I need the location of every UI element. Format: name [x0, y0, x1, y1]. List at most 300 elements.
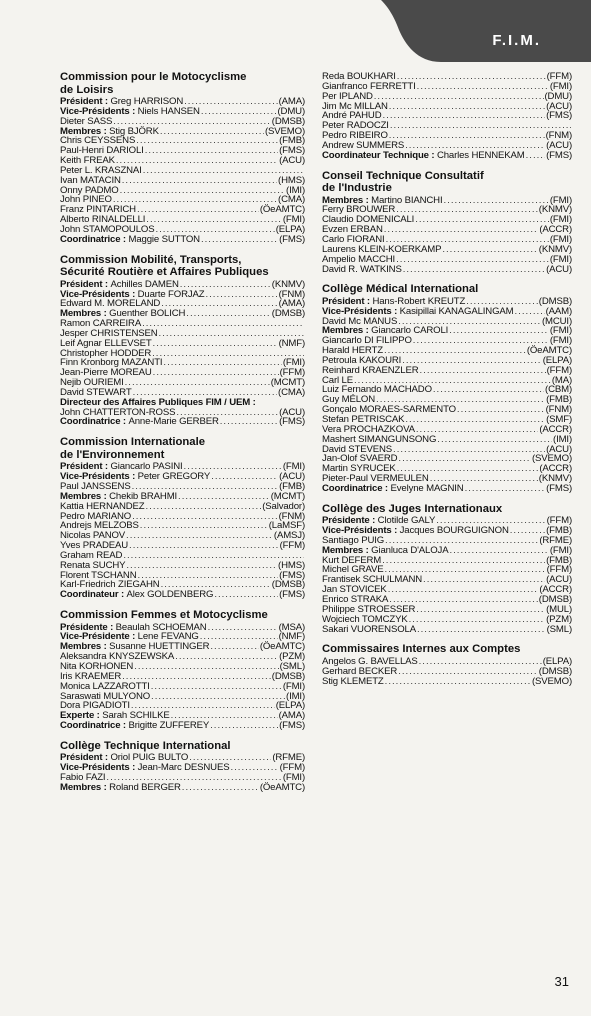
- member-role: Coordinatrice :: [322, 482, 391, 494]
- member-name: Jacques BOURGUIGNON: [399, 525, 509, 537]
- member-name: Achilles DAMEN: [110, 278, 179, 290]
- member-federation: (FMS): [279, 720, 305, 732]
- member-name: Gonçalo MORAES-SARMENTO: [322, 404, 456, 416]
- member-federation: (LaMSF): [268, 520, 305, 532]
- header-tab: [381, 0, 591, 62]
- dot-leader: [160, 127, 264, 137]
- member-federation: (DMSB): [271, 670, 305, 682]
- member-federation: (CMA): [278, 386, 305, 398]
- member-federation: (ACU): [279, 155, 305, 167]
- dot-leader: [397, 72, 546, 82]
- member-name: Luiz Fernando MACHADO: [322, 384, 432, 396]
- member-name: Nejib OURIEMI: [60, 377, 124, 389]
- member-federation: (ELPA): [542, 655, 572, 667]
- member-federation: (ACU): [546, 139, 572, 151]
- dot-leader: [126, 531, 273, 541]
- member-name: Ferry BROUWER: [322, 204, 396, 216]
- member-federation: (FMB): [546, 525, 572, 537]
- member-federation: (DMSB): [271, 115, 305, 127]
- member-federation: (SVEMO): [532, 675, 572, 687]
- member-role: Vice-Présidents :: [322, 525, 400, 537]
- dot-leader: [390, 121, 571, 131]
- member-role: Membres :: [60, 641, 110, 653]
- dot-leader: [457, 405, 545, 415]
- dot-leader: [201, 107, 277, 117]
- member-name: Andrejs MELZOBS: [60, 520, 139, 532]
- member-name: Guy MÉLON: [322, 394, 376, 406]
- member-federation: (ÖeAMTC): [259, 641, 305, 653]
- member-role: Membres :: [322, 544, 372, 556]
- member-federation: (FFM): [279, 367, 305, 379]
- section-heading: Commission pour le Motocyclisme: [60, 71, 247, 83]
- section-heading: Conseil Technique Consultatif: [322, 169, 484, 182]
- member-row: [322, 625, 572, 635]
- member-name: Laurens KLEIN-KOERKAMP: [322, 243, 442, 255]
- dot-leader: [382, 556, 545, 566]
- member-federation: (FMI): [549, 544, 572, 556]
- member-federation: (NMF): [278, 337, 305, 349]
- member-federation: (MCMT): [270, 377, 305, 389]
- committee-section: [60, 72, 305, 245]
- dot-leader: [515, 307, 545, 317]
- member-name: Philippe STROESSER: [322, 603, 416, 615]
- member-role: Coordinateur :: [60, 589, 127, 601]
- dot-leader: [153, 368, 279, 378]
- member-federation: (ACU): [546, 443, 572, 455]
- member-role: Membres :: [60, 308, 110, 320]
- dot-leader: [396, 255, 549, 265]
- dot-leader: [415, 215, 549, 225]
- member-row: [322, 677, 572, 687]
- section-heading: Commissaires Internes aux Comptes: [322, 643, 521, 656]
- member-federation: (FMS): [279, 569, 305, 581]
- member-name: David Mc MANUS: [322, 315, 398, 327]
- member-name: Florent TSCHANN: [60, 569, 137, 581]
- dot-leader: [146, 215, 282, 225]
- member-name: Giancarlo PASINI: [110, 461, 183, 473]
- member-name: Niels HANSEN: [137, 105, 200, 117]
- dot-leader: [145, 146, 278, 156]
- member-federation: (FMS): [546, 482, 572, 494]
- member-federation: (FMB): [279, 481, 305, 492]
- member-federation: (ELPA): [275, 700, 305, 712]
- member-name: Karl-Friedrich ZIEGAHN: [60, 579, 160, 591]
- member-role: Vice-Présidents :: [322, 305, 400, 317]
- member-role: Présidente :: [322, 515, 378, 527]
- dot-leader: [178, 492, 270, 502]
- member-federation: (ÖeAMTC): [259, 781, 305, 793]
- committee-section: [322, 171, 572, 275]
- member-name: Yves PRADEAU: [60, 540, 129, 552]
- member-name: John STAMOPOULOS: [60, 223, 155, 235]
- member-federation: (MCUI): [541, 315, 572, 327]
- member-federation: (KNMV): [538, 243, 572, 255]
- member-entry: [60, 783, 181, 793]
- member-federation: (FMI): [549, 194, 572, 206]
- member-name: Keith FREAK: [60, 155, 115, 167]
- member-federation: (PZM): [546, 613, 572, 625]
- member-name: Reda BOUKHARI: [322, 71, 396, 82]
- member-entry: [60, 721, 209, 731]
- member-federation: (ELPA): [275, 223, 305, 235]
- member-federation: (MA): [551, 374, 572, 386]
- member-name: Christopher HODDER: [60, 347, 152, 359]
- member-name: Peter L. KRASZNAI: [60, 164, 142, 176]
- member-name: Brigitte ZUFFEREY: [128, 720, 210, 732]
- member-name: Greg HARRISON: [110, 96, 184, 107]
- member-name: Giancarlo DI FILIPPO: [322, 335, 412, 347]
- section-heading: Commission Femmes et Motocyclisme: [60, 609, 268, 622]
- member-federation: (FMB): [279, 135, 305, 147]
- member-role: Experte :: [60, 710, 103, 722]
- member-name: Charles HENNEKAM: [436, 149, 525, 161]
- member-federation: (ÖeAMTC): [526, 345, 572, 357]
- dot-leader: [205, 290, 277, 300]
- member-federation: (ACCR): [539, 224, 572, 236]
- member-name: Hans-Robert KREUTZ: [372, 295, 466, 307]
- member-federation: (PZM): [279, 651, 305, 663]
- member-role: Président :: [60, 752, 111, 764]
- member-federation: (FMB): [546, 554, 572, 566]
- member-federation: (MCMT): [270, 490, 305, 502]
- member-role: Vice-Présidente :: [60, 631, 138, 643]
- dot-leader: [433, 385, 544, 395]
- committee-section: [60, 610, 305, 731]
- member-federation: (IMI): [286, 184, 305, 196]
- member-name: Peter GREGORY: [137, 471, 211, 483]
- member-name: Carl LE: [322, 374, 353, 386]
- member-name: Santiago PUIG: [322, 534, 385, 546]
- member-federation: (FMS): [279, 416, 305, 428]
- member-federation: (FMI): [282, 461, 305, 473]
- member-name: Mashert SIMANGUNSONG: [322, 433, 437, 445]
- dot-leader: [388, 585, 539, 595]
- member-row: [322, 151, 572, 161]
- member-federation: (NMF): [278, 631, 305, 643]
- member-name: Renata SUCHY: [60, 559, 126, 571]
- committee-section: [322, 284, 572, 493]
- section-heading: Sécurité Routière et Affaires Publiques: [60, 266, 269, 279]
- dot-leader: [416, 605, 545, 615]
- member-federation: (ELPA): [542, 354, 572, 366]
- member-federation: (ACU): [546, 263, 572, 275]
- member-name: Kurt DEFERM: [322, 554, 382, 566]
- member-federation: (DMSB): [538, 665, 572, 677]
- dot-leader: [175, 652, 278, 662]
- member-name: Peter RADOCZI: [322, 120, 389, 132]
- member-federation: (MUL): [546, 603, 572, 615]
- member-name: Graham READ: [60, 549, 123, 561]
- member-federation: (ACCR): [539, 423, 572, 435]
- member-name: Evzen ERBAN: [322, 224, 383, 236]
- header-tab-shape: [381, 0, 591, 62]
- member-federation: (FFM): [546, 564, 572, 576]
- member-federation: (SML): [279, 661, 305, 672]
- member-federation: (FMS): [546, 110, 572, 122]
- member-name: Oriol PUIG BULTO: [110, 752, 189, 764]
- dot-leader: [140, 521, 268, 531]
- member-name: Sakari VUORENSOLA: [322, 623, 416, 635]
- member-role: Président :: [60, 461, 111, 473]
- dot-leader: [134, 662, 278, 672]
- member-federation: (FNM): [278, 288, 305, 300]
- member-entry: [322, 625, 416, 635]
- member-federation: (FMS): [279, 145, 305, 157]
- member-federation: (CMA): [278, 194, 305, 206]
- member-name: Saraswati MULYONO: [60, 690, 151, 702]
- member-name: David STEWART: [60, 386, 132, 398]
- dot-leader: [465, 484, 546, 494]
- committee-section: [60, 255, 305, 428]
- right-column: [322, 72, 572, 696]
- section-heading: de l'Environnement: [60, 448, 165, 461]
- member-name: Carlo FIORANI: [322, 233, 385, 245]
- dot-leader: [402, 356, 542, 366]
- dot-leader: [201, 235, 278, 245]
- member-federation: (FMI): [549, 80, 572, 92]
- member-federation: (SVEMO): [265, 125, 305, 137]
- member-role: Vice-Présidents :: [60, 105, 138, 117]
- member-role: Vice-Présidents :: [60, 762, 138, 774]
- dot-leader: [442, 245, 537, 255]
- dot-leader: [403, 265, 545, 275]
- dot-leader: [384, 346, 526, 356]
- member-federation: (DMU): [544, 90, 572, 102]
- member-federation: (ACU): [546, 574, 572, 586]
- member-row: [322, 366, 572, 376]
- dot-leader: [123, 551, 304, 561]
- dot-leader: [113, 195, 277, 205]
- member-federation: (FNM): [545, 404, 572, 416]
- member-federation: (FMI): [549, 214, 572, 226]
- section-heading: Collège Médical International: [322, 283, 479, 296]
- dot-leader: [393, 445, 545, 455]
- dot-leader: [210, 642, 258, 652]
- member-name: Pieter-Paul VERMEULEN: [322, 473, 429, 485]
- member-federation: (ACCR): [539, 463, 572, 475]
- member-name: Ramon CARREIRA: [60, 318, 142, 330]
- member-row: [60, 417, 305, 427]
- member-name: Finn Kronborg MAZANTI: [60, 357, 163, 369]
- member-role: Membres :: [60, 125, 110, 137]
- dot-leader: [449, 546, 548, 556]
- member-federation: (SML): [546, 623, 572, 635]
- member-federation: (AMA): [278, 96, 305, 107]
- member-name: Nicolas PANOV: [60, 530, 126, 542]
- committee-section: [322, 504, 572, 635]
- member-federation: (KNMV): [538, 473, 572, 485]
- member-name: Roland BERGER: [109, 781, 181, 793]
- dot-leader: [419, 366, 545, 376]
- member-federation: (FMI): [282, 214, 305, 226]
- member-federation: (SVEMO): [532, 453, 572, 465]
- member-name: Guenther BOLICH: [109, 308, 186, 320]
- member-name: Chekib BRAHMI: [109, 490, 178, 502]
- section-heading: Commission Mobilité, Transports,: [60, 253, 242, 266]
- member-name: David STEVENS: [322, 443, 393, 455]
- section-heading: Collège des Juges Internationaux: [322, 502, 503, 515]
- dot-leader: [417, 625, 546, 635]
- member-name: Ampelio MACCHI: [322, 253, 396, 265]
- member-federation: (FMS): [279, 589, 305, 601]
- member-federation: (ÖeAMTC): [259, 204, 305, 216]
- member-federation: (FMI): [549, 325, 572, 337]
- dot-leader: [389, 131, 545, 141]
- member-name: Aleksandra KNYSZEWSKA: [60, 651, 175, 663]
- dot-leader: [419, 657, 542, 667]
- member-role: Président :: [60, 96, 111, 107]
- member-name: Kasipillai KANAGALINGAM: [399, 305, 514, 317]
- dot-leader: [389, 102, 545, 112]
- member-name: Lene FEVANG: [137, 631, 199, 643]
- member-name: Jan-Olof SVAERD: [322, 453, 398, 465]
- member-federation: (CBM): [545, 384, 572, 396]
- dot-leader: [396, 205, 538, 215]
- member-role: Présidente :: [60, 621, 116, 633]
- member-federation: (IMI): [553, 433, 572, 445]
- member-entry: [322, 265, 402, 275]
- dot-leader: [526, 151, 545, 161]
- member-name: Paul-Henri DARIOLI: [60, 145, 144, 157]
- dot-leader: [374, 92, 544, 102]
- member-federation: (RFME): [272, 752, 305, 764]
- member-name: Leif Agnar ELLEVSET: [60, 337, 152, 349]
- member-federation: (FNM): [278, 510, 305, 522]
- member-federation: (FMS): [279, 233, 305, 245]
- dot-leader: [120, 186, 285, 196]
- dot-leader: [405, 415, 545, 425]
- member-name: Alex GOLDENBERG: [126, 589, 214, 601]
- dot-leader: [443, 196, 548, 206]
- member-federation: (FMI): [282, 357, 305, 369]
- member-federation: (ACCR): [539, 584, 572, 596]
- member-name: Monica LAZZAROTTI: [60, 680, 150, 692]
- member-name: Ivan MATACIN: [60, 174, 121, 186]
- member-name: André PAHUD: [322, 110, 382, 122]
- member-name: Jean-Marc DESNUES: [137, 762, 230, 774]
- member-entry: [322, 151, 525, 161]
- member-entry: [322, 677, 384, 687]
- member-name: Harald HERTZ: [322, 345, 383, 357]
- dot-leader: [151, 692, 285, 702]
- committee-section: [60, 741, 305, 793]
- member-name: Enrico STRAKA: [322, 593, 389, 605]
- member-name: Frantisek SCHULMANN: [322, 574, 423, 586]
- member-federation: (FMI): [549, 335, 572, 347]
- member-name: Pedro RIBEIRO: [322, 130, 388, 142]
- section-heading: de l'Industrie: [322, 182, 392, 195]
- member-role: Président :: [322, 295, 373, 307]
- member-role: Vice-Présidents :: [60, 288, 138, 300]
- member-federation: (FFM): [279, 540, 305, 552]
- dot-leader: [423, 575, 545, 585]
- member-name: Onny PADMO: [60, 184, 119, 196]
- member-role: Directeur des Affaires Publiques FIM / UEM :: [60, 396, 256, 408]
- member-federation: (FFM): [546, 364, 572, 376]
- member-name: Pedro MARIANO: [60, 510, 132, 522]
- member-name: Paul JANSSENS: [60, 481, 131, 492]
- member-federation: (FMI): [549, 253, 572, 265]
- member-name: Evelyne MAGNIN: [390, 482, 464, 494]
- member-name: Jan STOVICEK: [322, 584, 387, 596]
- member-federation: (DMSB): [271, 579, 305, 591]
- committee-section: [60, 437, 305, 600]
- member-federation: (IMI): [286, 690, 305, 702]
- member-role: Membres :: [322, 194, 372, 206]
- section-heading: Collège Technique International: [60, 739, 231, 752]
- dot-leader: [146, 502, 262, 512]
- member-name: Fabio FAZI: [60, 772, 106, 784]
- member-federation: (FMB): [546, 394, 572, 406]
- member-name: Stefan PETRISCAK: [322, 413, 405, 425]
- member-name: John CHATTERTON-ROSS: [60, 406, 176, 418]
- member-role: Coordinateur Technique :: [322, 149, 437, 161]
- dot-leader: [409, 615, 546, 625]
- member-name: Iris KRAEMER: [60, 670, 122, 682]
- dot-leader: [210, 721, 278, 731]
- dot-leader: [398, 667, 538, 677]
- member-name: Susanne HUETTINGER: [109, 641, 210, 653]
- dot-leader: [417, 82, 549, 92]
- section-heading: Commission Internationale: [60, 436, 206, 449]
- dot-leader: [132, 512, 277, 522]
- member-name: Kattia HERNANDEZ: [60, 500, 145, 512]
- member-row: [60, 235, 305, 245]
- member-name: Martino BIANCHI: [371, 194, 443, 206]
- member-federation: (FMI): [282, 772, 305, 784]
- member-name: Michel GRAVE: [322, 564, 384, 576]
- left-column: [60, 72, 305, 803]
- member-federation: (FFM): [546, 71, 572, 82]
- dot-leader: [384, 225, 539, 235]
- member-role: Membres :: [322, 325, 372, 337]
- member-federation: (FMS): [546, 149, 572, 161]
- member-entry: [60, 590, 213, 600]
- member-federation: (AMA): [278, 710, 305, 722]
- member-name: Edward M. MORELAND: [60, 298, 161, 310]
- member-name: Jean-Pierre MOREAU: [60, 367, 152, 379]
- member-entry: [60, 417, 219, 427]
- dot-leader: [220, 417, 278, 427]
- dot-leader: [126, 561, 277, 571]
- dot-leader: [385, 677, 531, 687]
- member-name: Dieter SASS: [60, 115, 113, 127]
- member-federation: (FFM): [279, 762, 305, 774]
- member-federation: (HMS): [278, 174, 305, 186]
- member-name: Dora PIGADIOTI: [60, 700, 130, 712]
- dot-leader: [142, 319, 304, 329]
- member-row: [60, 721, 305, 731]
- member-name: Alberto RINALDELLI: [60, 214, 146, 226]
- member-federation: (ACU): [546, 100, 572, 112]
- dot-leader: [151, 682, 282, 692]
- member-federation: (RFME): [539, 534, 572, 546]
- dot-leader: [182, 783, 259, 793]
- member-federation: (DMU): [277, 105, 305, 117]
- member-role: Vice-Présidents :: [60, 471, 138, 483]
- member-federation: (KNMV): [271, 278, 305, 290]
- member-name: David R. WATKINS: [322, 263, 402, 275]
- member-row: [60, 783, 305, 793]
- dot-leader: [129, 541, 279, 551]
- member-federation: (Salvador): [262, 500, 305, 512]
- dot-leader: [163, 358, 281, 368]
- page-number: 31: [554, 974, 569, 989]
- member-federation: (FMI): [282, 680, 305, 692]
- member-name: Claudio DOMENICALI: [322, 214, 415, 226]
- committee-section: [322, 72, 572, 161]
- member-name: Giancarlo CAROLI: [371, 325, 449, 337]
